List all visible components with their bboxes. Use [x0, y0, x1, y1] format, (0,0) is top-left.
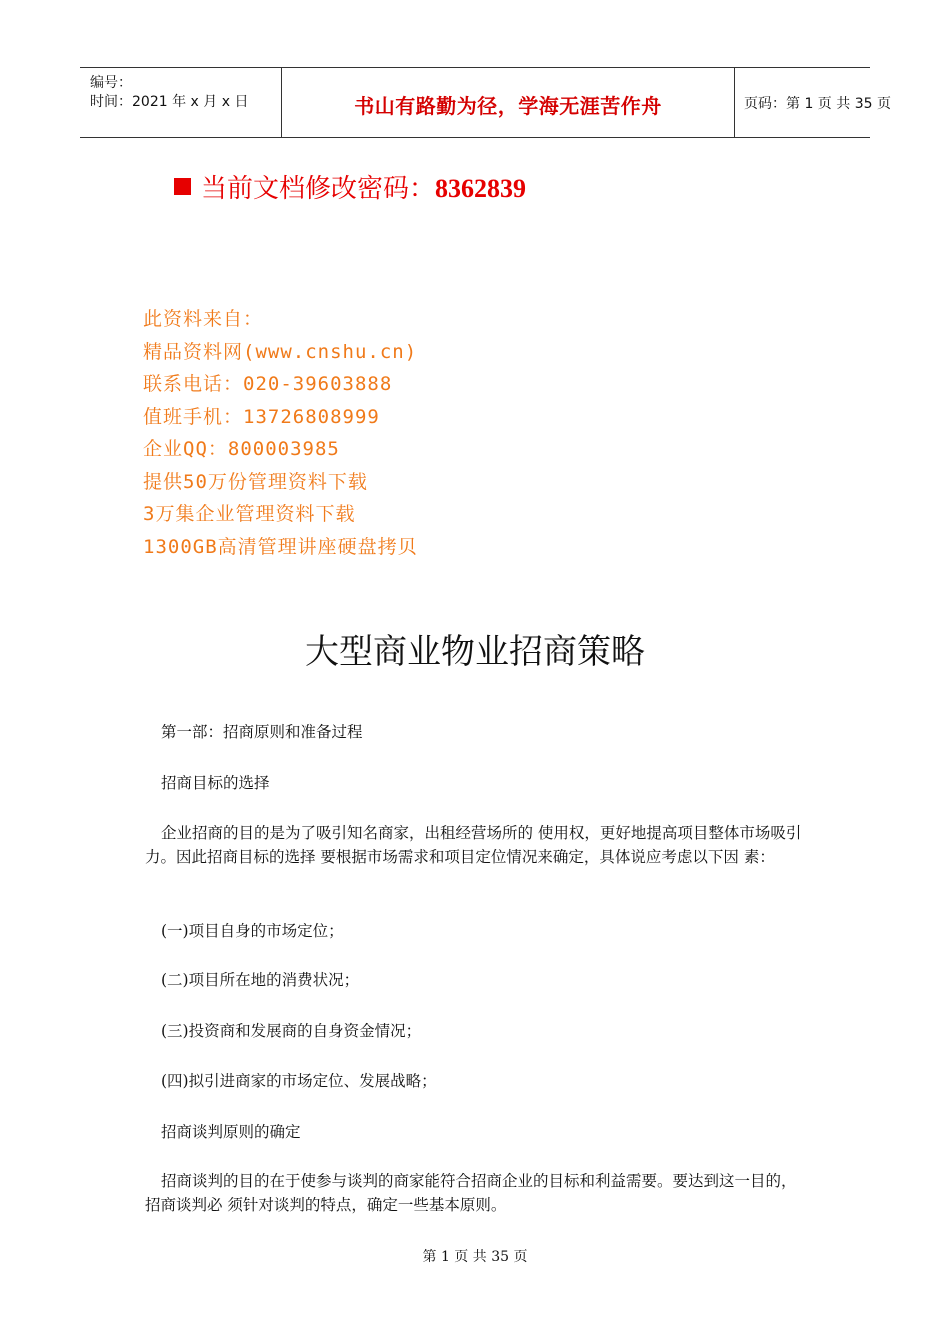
page-info: 页码：第 1 页 共 35 页 — [744, 96, 891, 112]
body-paragraph: 招商谈判的目的在于使参与谈判的商家能符合招商企业的目标和利益需要。要达到这一目的，招商谈判必 须针对谈判的特点，确定一些基本原则。 — [145, 1172, 797, 1214]
list-item: (四)拟引进商家的市场定位、发展战略； — [161, 1072, 437, 1090]
info-line: 提供50万份管理资料下载 — [143, 470, 368, 493]
document-title: 大型商业物业招商策略 — [305, 632, 645, 672]
source-info-block — [143, 303, 418, 563]
info-line: 联系电话：020-39603888 — [143, 373, 393, 395]
number-label: 编号： — [90, 75, 132, 91]
header-motto-cell — [281, 68, 735, 137]
body-paragraph: 企业招商的目的是为了吸引知名商家，出租经营场所的 使用权，更好地提高项目整体市场吸引力。因此招商目标的选择 要根据市场需求和项目定位情况来确定，具体说应考虑以下因 素： — [145, 824, 802, 866]
info-line: 企业QQ：800003985 — [143, 438, 340, 460]
info-line: 1300GB高清管理讲座硬盘拷贝 — [143, 535, 418, 558]
list-item: (三)投资商和发展商的自身资金情况； — [161, 1022, 422, 1040]
motto-text: 书山有路勤为径，学海无涯苦作舟 — [354, 94, 662, 118]
page-footer: 第 1 页 共 35 页 — [422, 1249, 528, 1265]
subheading: 招商谈判原则的确定 — [161, 1123, 301, 1141]
info-line: 此资料来自： — [143, 308, 264, 330]
list-item: (一)项目自身的市场定位； — [161, 922, 344, 940]
red-square-icon — [174, 178, 191, 195]
info-line: 值班手机：13726808999 — [143, 405, 380, 428]
password-line — [174, 168, 526, 205]
info-line: 3万集企业管理资料下载 — [143, 503, 356, 525]
password-label: 当前文档修改密码： — [201, 174, 436, 204]
header-page-cell — [734, 68, 891, 137]
header-table — [80, 67, 891, 138]
section-heading: 第一部：招商原则和准备过程 — [161, 723, 363, 741]
header-meta-cell — [80, 68, 281, 137]
time-label: 时间：2021 年 x 月 x 日 — [90, 94, 249, 110]
info-line: 精品资料网(www.cnshu.cn) — [143, 340, 418, 363]
password-code: 8362839 — [435, 174, 527, 203]
subheading: 招商目标的选择 — [161, 774, 270, 792]
list-item: (二)项目所在地的消费状况； — [161, 971, 360, 989]
